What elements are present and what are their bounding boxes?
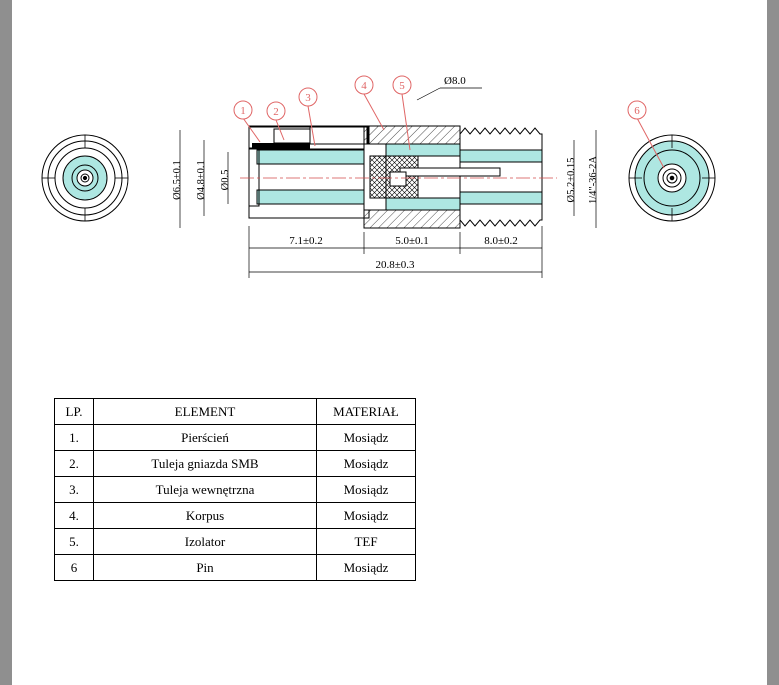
- cell-material: Mosiądz: [317, 451, 416, 477]
- cell-lp: 2.: [55, 451, 94, 477]
- cell-material: Mosiądz: [317, 503, 416, 529]
- balloon-2: [267, 102, 285, 120]
- cell-material: TEF: [317, 529, 416, 555]
- cell-element: Tuleja wewnętrzna: [94, 477, 317, 503]
- dim-diameter-5-2: Ø5.2±0.15: [566, 157, 577, 203]
- dim-diameter-8-0: Ø8.0: [444, 75, 466, 87]
- dim-thread: 1/4"-36-2A: [588, 155, 599, 205]
- dim-diameter-0-5: Ø0.5: [220, 169, 231, 191]
- balloon-label: 1: [240, 105, 246, 117]
- left-end-view: [42, 135, 128, 221]
- balloon-label: 3: [305, 92, 311, 104]
- dim-diameter-4-8: Ø4.8±0.1: [196, 160, 207, 200]
- cell-element: Pierścień: [94, 425, 317, 451]
- cell-lp: 1.: [55, 425, 94, 451]
- table-row: [55, 555, 416, 581]
- cell-lp: 5.: [55, 529, 94, 555]
- header-lp: LP.: [55, 399, 94, 425]
- cell-element: Pin: [94, 555, 317, 581]
- header-element: ELEMENT: [94, 399, 317, 425]
- balloon-1: [234, 101, 252, 119]
- dim-len-total: 20.8±0.3: [375, 259, 415, 271]
- header-material: MATERIAŁ: [317, 399, 416, 425]
- balloon-label: 2: [273, 106, 279, 118]
- table-row: [55, 425, 416, 451]
- dim-len-8-0: 8.0±0.2: [484, 235, 518, 247]
- table-row: [55, 451, 416, 477]
- cell-element: Izolator: [94, 529, 317, 555]
- dim-diameter-6-5: Ø6.5±0.1: [172, 160, 183, 200]
- dim-len-7-1: 7.1±0.2: [289, 235, 323, 247]
- table-row: [55, 503, 416, 529]
- cell-lp: 6: [55, 555, 94, 581]
- bom-table: [54, 398, 416, 581]
- balloon-label: 6: [634, 105, 640, 117]
- cell-material: Mosiądz: [317, 555, 416, 581]
- cell-material: Mosiądz: [317, 477, 416, 503]
- table-row: [55, 477, 416, 503]
- cell-material: Mosiądz: [317, 425, 416, 451]
- drawing-sheet: [12, 0, 767, 685]
- connector-section-view: [240, 126, 557, 228]
- cad-drawing: [12, 0, 767, 380]
- table-row: [55, 529, 416, 555]
- balloon-6: [628, 101, 646, 119]
- right-end-view: [629, 135, 715, 221]
- balloon-label: 5: [399, 80, 405, 92]
- table-header-row: [55, 399, 416, 425]
- balloon-4: [355, 76, 373, 94]
- cell-lp: 3.: [55, 477, 94, 503]
- cell-element: Tuleja gniazda SMB: [94, 451, 317, 477]
- cell-lp: 4.: [55, 503, 94, 529]
- dim-len-5-0: 5.0±0.1: [395, 235, 429, 247]
- balloon-label: 4: [361, 80, 367, 92]
- balloon-5: [393, 76, 411, 94]
- balloon-3: [299, 88, 317, 106]
- cell-element: Korpus: [94, 503, 317, 529]
